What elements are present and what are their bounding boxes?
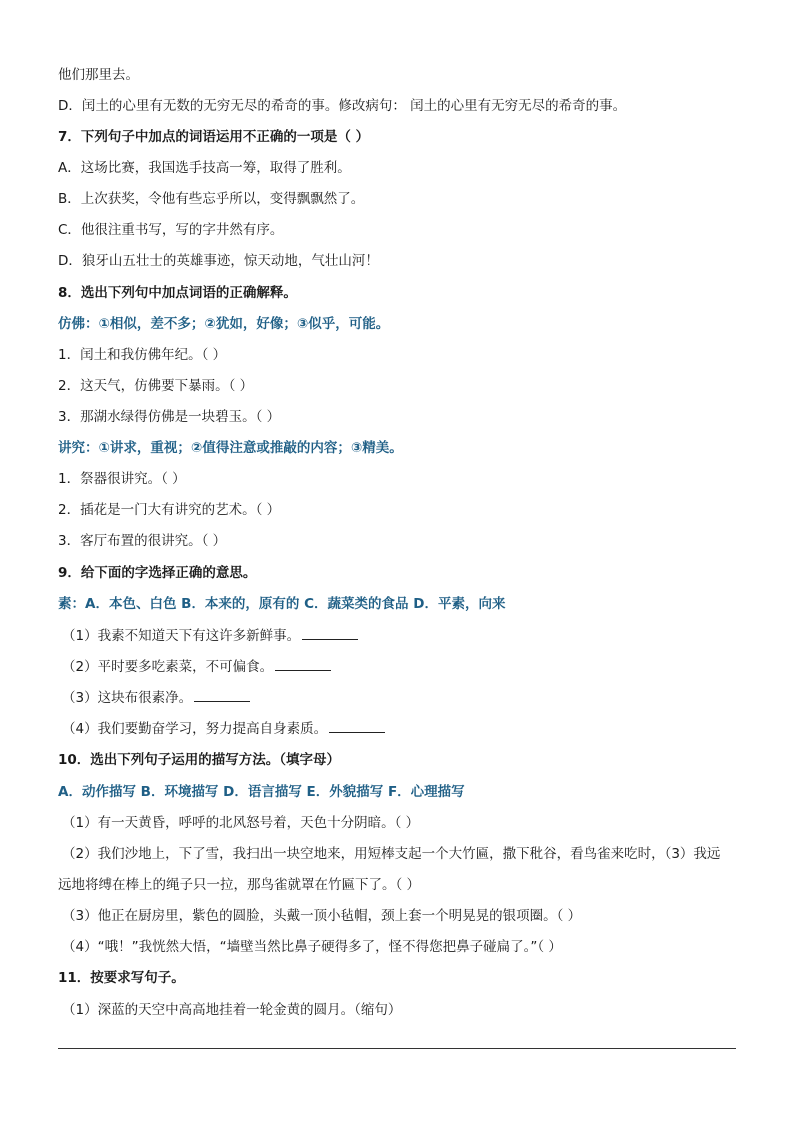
options-methods: A．动作描写 B．环境描写 D．语言描写 E．外貌描写 F．心理描写 bbox=[58, 784, 465, 800]
item-1: 1．祭器很讲究。（ ） bbox=[58, 471, 186, 487]
item-2: 2．这天气，仿佛要下暴雨。（ ） bbox=[58, 378, 254, 394]
definition-fangfu: 仿佛：①相似，差不多；②犹如，好像；③似乎，可能。 bbox=[58, 316, 390, 332]
sub-item-4: （4）我们要勤奋学习，努力提高自身素质。 bbox=[62, 718, 736, 739]
item-1: 1．闰土和我仿佛年纪。（ ） bbox=[58, 347, 227, 363]
sub-item-4: （4）“哦！”我恍然大悟，“墙壁当然比鼻子硬得多了，怪不得您把鼻子碰扁了。”（ ） bbox=[62, 939, 562, 955]
definition-su: 素：A．本色、白色 B．本来的，原有的 C．蔬菜类的食品 D．平素，向来 bbox=[58, 596, 506, 612]
sub-item-1: （1）有一天黄昏，呼呼的北风怒号着，天色十分阴暗。（ ） bbox=[62, 815, 420, 831]
definition-jiangjiu: 讲究：①讲求，重视；②值得注意或推敲的内容；③精美。 bbox=[58, 440, 403, 456]
item-3: 3．那湖水绿得仿佛是一块碧玉。（ ） bbox=[58, 409, 281, 425]
question-9: 9．给下面的字选择正确的意思。 bbox=[58, 565, 257, 581]
answer-blank[interactable] bbox=[194, 687, 250, 702]
answer-blank[interactable] bbox=[329, 718, 385, 733]
question-7: 7．下列句子中加点的词语运用不正确的一项是（ ） bbox=[58, 129, 370, 145]
sub-item-3: （3）他正在厨房里，紫色的圆脸，头戴一顶小毡帽，颈上套一个明晃晃的银项圈。（ ） bbox=[62, 908, 582, 924]
sub-item-1: （1）深蓝的天空中高高地挂着一轮金黄的圆月。（缩句） bbox=[62, 1002, 402, 1018]
answer-blank[interactable] bbox=[275, 656, 331, 671]
text-line: 他们那里去。 bbox=[58, 67, 139, 83]
sub-item-3: （3）这块布很素净。 bbox=[62, 687, 736, 708]
question-11: 11．按要求写句子。 bbox=[58, 970, 185, 986]
sub-item-2-continued: 远地将缚在棒上的绳子只一拉，那鸟雀就罩在竹匾下了。（ ） bbox=[58, 877, 421, 893]
item-3: 3．客厅布置的很讲究。（ ） bbox=[58, 533, 227, 549]
sub-item-2: （2）平时要多吃素菜，不可偏食。 bbox=[62, 656, 736, 677]
option-d: D．狼牙山五壮士的英雄事迹，惊天动地，气壮山河！ bbox=[58, 253, 379, 269]
option-b: B．上次获奖，令他有些忘乎所以，变得飘飘然了。 bbox=[58, 191, 365, 207]
answer-blank[interactable] bbox=[302, 625, 358, 640]
option-d: D．闰土的心里有无数的无穷无尽的希奇的事。修改病句： 闰土的心里有无穷无尽的希奇的事。 bbox=[58, 98, 627, 114]
option-a: A．这场比赛，我国选手技高一筹，取得了胜利。 bbox=[58, 160, 351, 176]
option-c: C．他很注重书写，写的字井然有序。 bbox=[58, 222, 284, 238]
footer-divider bbox=[58, 1048, 736, 1049]
item-2: 2．插花是一门大有讲究的艺术。（ ） bbox=[58, 502, 281, 518]
question-8: 8．选出下列句中加点词语的正确解释。 bbox=[58, 285, 297, 301]
sub-item-1: （1）我素不知道天下有这许多新鲜事。 bbox=[62, 625, 736, 646]
sub-item-2: （2）我们沙地上，下了雪，我扫出一块空地来，用短棒支起一个大竹匾，撒下秕谷，看鸟雀来吃时，（3）我远 bbox=[62, 846, 721, 862]
question-10: 10．选出下列句子运用的描写方法。（填字母） bbox=[58, 752, 341, 768]
